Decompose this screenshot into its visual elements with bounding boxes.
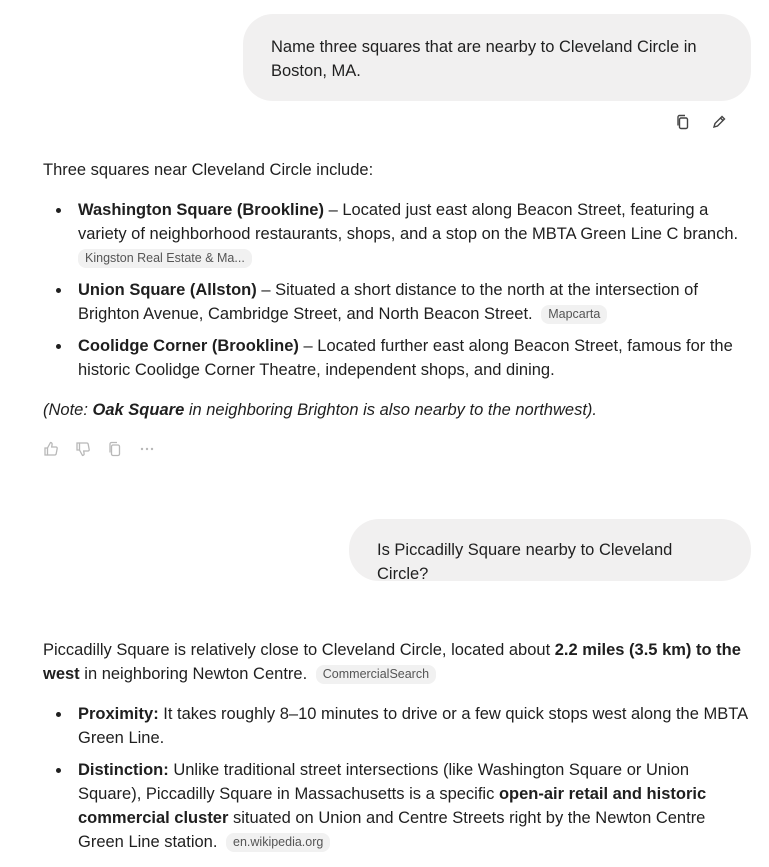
- copy-icon[interactable]: [675, 114, 691, 130]
- item-title: Washington Square (Brookline): [78, 201, 324, 219]
- answer-1-list: [43, 198, 748, 382]
- user-message-2: [349, 519, 751, 581]
- source-chip[interactable]: en.wikipedia.org: [226, 833, 330, 852]
- copy-icon[interactable]: [107, 441, 123, 457]
- list-item: [43, 278, 748, 326]
- item-title: Proximity:: [78, 705, 159, 723]
- item-text: situated on Union and Centre Streets right by the Newton Centre Green Line station.: [78, 809, 706, 851]
- item-text: It takes roughly 8–10 minutes to drive or a few quick stops west along the MBTA Green Line.: [78, 705, 748, 747]
- user-message-1-text: Name three squares that are nearby to Cleveland Circle in Boston, MA.: [271, 38, 697, 80]
- more-icon[interactable]: [139, 441, 155, 457]
- item-text: – Located further east along Beacon Street, famous for the historic Coolidge Corner Theatre, independent shops, and dining.: [78, 337, 733, 379]
- item-title: Coolidge Corner (Brookline): [78, 337, 299, 355]
- user-message-actions: [675, 114, 727, 130]
- list-item: [43, 758, 748, 854]
- item-bold: open-air retail and historic commercial cluster: [78, 785, 707, 827]
- answer-feedback-bar: [43, 441, 155, 457]
- thumbs-down-icon[interactable]: [75, 441, 91, 457]
- item-text: – Situated a short distance to the north at the intersection of Brighton Avenue, Cambridge Street, and North Beacon Street.: [78, 281, 698, 323]
- assistant-answer-1: [43, 158, 748, 422]
- thumbs-up-icon[interactable]: [43, 441, 59, 457]
- list-item: [43, 198, 748, 270]
- source-chip[interactable]: Mapcarta: [541, 305, 607, 324]
- intro-bold: 2.2 miles (3.5 km) to the west: [43, 641, 741, 683]
- note-suffix: in neighboring Brighton is also nearby to the northwest).: [184, 401, 597, 419]
- note-bold: Oak Square: [92, 401, 185, 419]
- item-title: Union Square (Allston): [78, 281, 257, 299]
- assistant-answer-2: [43, 638, 748, 867]
- item-title: Distinction:: [78, 761, 169, 779]
- answer-1-intro: Three squares near Cleveland Circle include:: [43, 161, 374, 179]
- user-message-1: [243, 14, 751, 101]
- user-message-2-text: Is Piccadilly Square nearby to Cleveland Circle?: [377, 541, 673, 583]
- answer-2-list: [43, 702, 748, 854]
- intro-text: in neighboring Newton Centre.: [79, 665, 308, 683]
- answer-1-note: [43, 398, 748, 422]
- item-text: – Located just east along Beacon Street, featuring a variety of neighborhood restaurants, shops, and a stop on the MBTA Green Line C branch.: [78, 201, 739, 243]
- list-item: [43, 702, 748, 750]
- source-chip[interactable]: Kingston Real Estate & Ma...: [78, 249, 252, 268]
- note-prefix: (Note:: [43, 401, 93, 419]
- source-chip[interactable]: CommercialSearch: [316, 665, 436, 684]
- list-item: [43, 334, 748, 382]
- item-text: Unlike traditional street intersections (like Washington Square or Union Square), Piccadilly Square in Massachusetts is a specific: [78, 761, 690, 803]
- pencil-icon[interactable]: [711, 114, 727, 130]
- answer-2-intro: [43, 638, 748, 686]
- intro-text: Piccadilly Square is relatively close to Cleveland Circle, located about: [43, 641, 555, 659]
